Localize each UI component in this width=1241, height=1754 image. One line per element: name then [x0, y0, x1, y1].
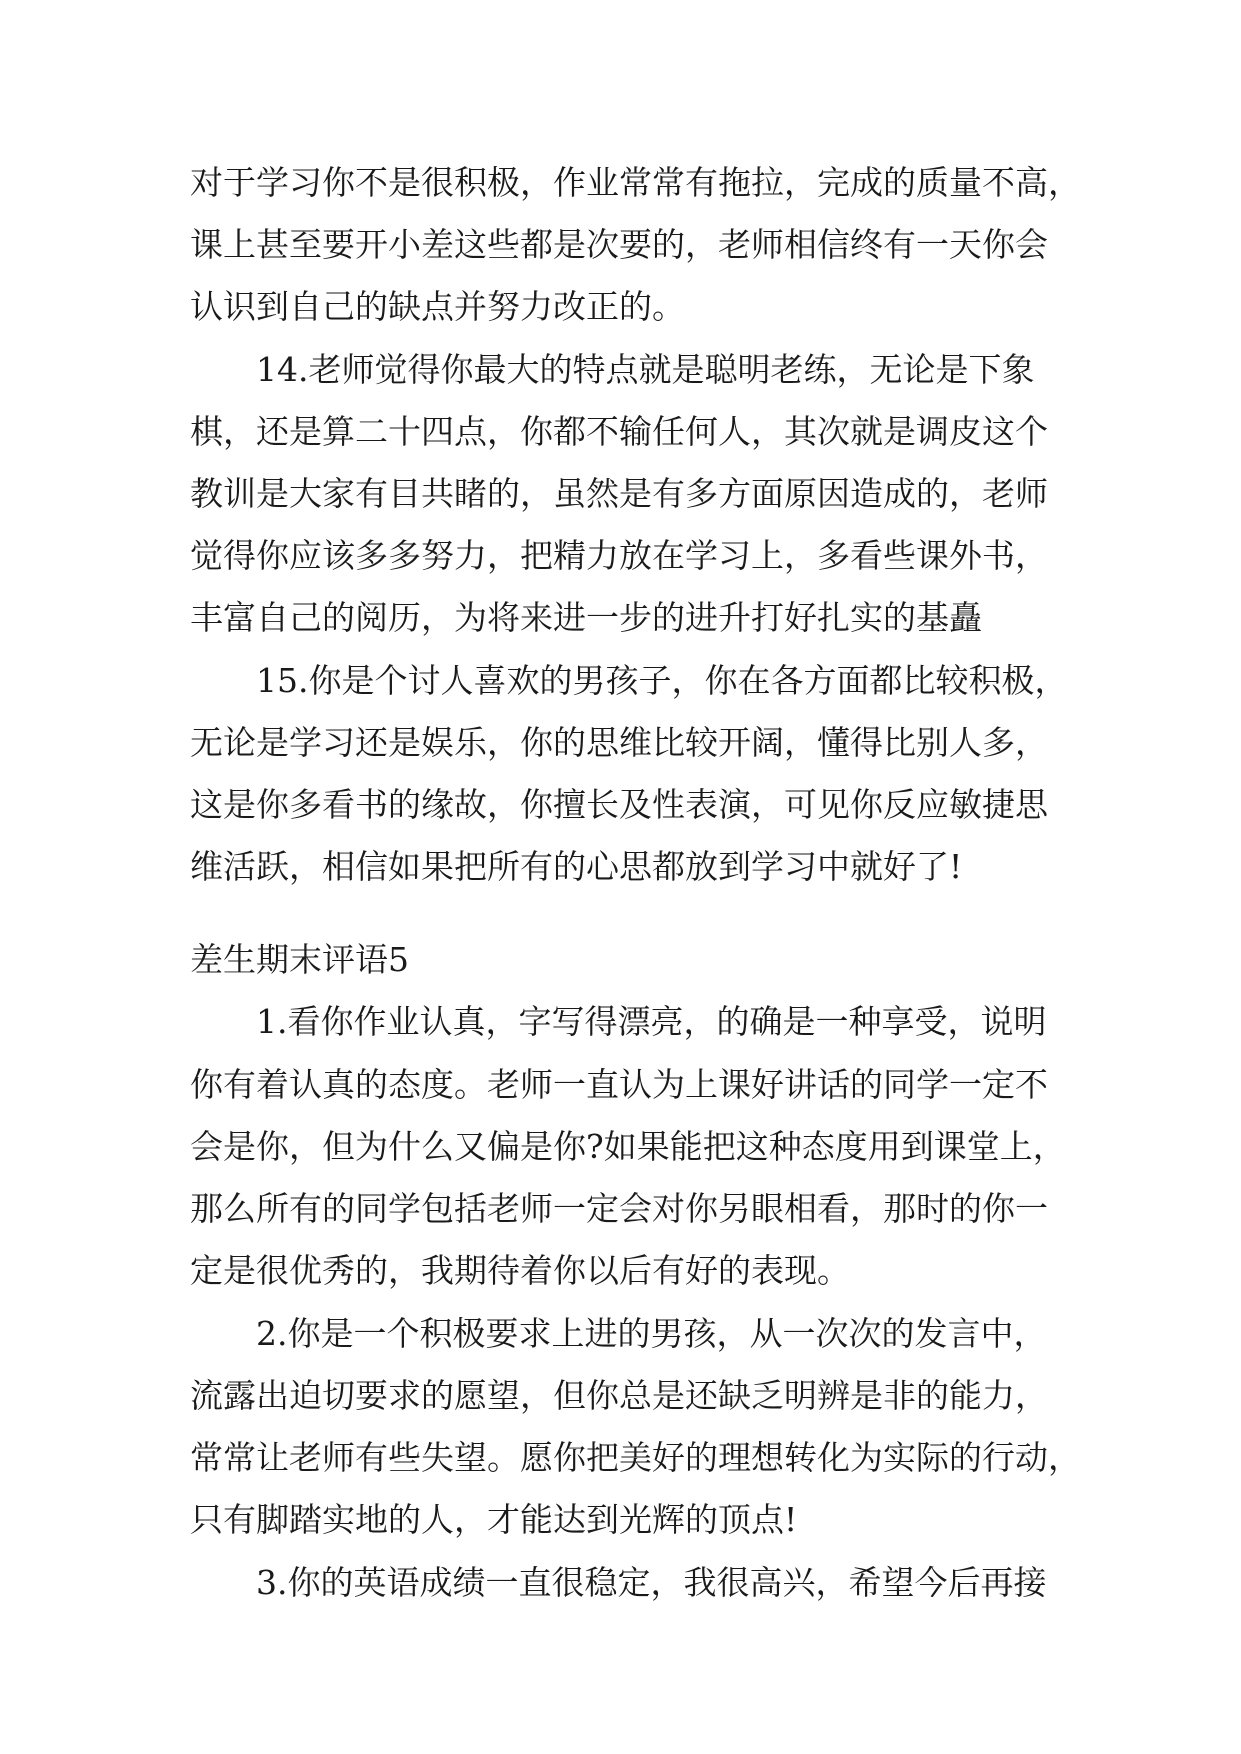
section-heading: 差生期末评语5 [190, 940, 409, 979]
text-line: 维活跃，相信如果把所有的心思都放到学习中就好了! [190, 847, 963, 886]
text-line: 这是你多看书的缘故，你擅长及性表演，可见你反应敏捷思 [190, 785, 1048, 824]
text-line: 那么所有的同学包括老师一定会对你另眼相看，那时的你一 [190, 1189, 1048, 1228]
text-line: 对于学习你不是很积极，作业常常有拖拉，完成的质量不高， [190, 163, 1081, 202]
text-line: 定是很优秀的，我期待着你以后有好的表现。 [190, 1251, 850, 1290]
text-line: 只有脚踏实地的人，才能达到光辉的顶点! [190, 1500, 798, 1539]
paragraph-3-start: 3.你的英语成绩一直很稳定，我很高兴，希望今后再接 [256, 1563, 1047, 1602]
text-line: 课上甚至要开小差这些都是次要的，老师相信终有一天你会 [190, 225, 1048, 264]
paragraph-1-start: 1.看你作业认真，字写得漂亮，的确是一种享受，说明 [256, 1002, 1047, 1041]
text-line: 认识到自己的缺点并努力改正的。 [190, 287, 685, 326]
paragraph-15-start: 15.你是个讨人喜欢的男孩子，你在各方面都比较积极， [256, 661, 1068, 700]
paragraph-14-start: 14.老师觉得你最大的特点就是聪明老练，无论是下象 [256, 350, 1035, 389]
text-line: 会是你，但为什么又偏是你?如果能把这种态度用到课堂上， [190, 1127, 1066, 1166]
text-line: 教训是大家有目共睹的，虽然是有多方面原因造成的，老师 [190, 474, 1048, 513]
paragraph-2-start: 2.你是一个积极要求上进的男孩，从一次次的发言中， [256, 1314, 1047, 1353]
text-line: 棋，还是算二十四点，你都不输任何人，其次就是调皮这个 [190, 412, 1048, 451]
text-line: 无论是学习还是娱乐，你的思维比较开阔，懂得比别人多， [190, 723, 1048, 762]
text-line: 你有着认真的态度。老师一直认为上课好讲话的同学一定不 [190, 1065, 1048, 1104]
text-line: 流露出迫切要求的愿望，但你总是还缺乏明辨是非的能力， [190, 1376, 1048, 1415]
text-line: 觉得你应该多多努力，把精力放在学习上，多看些课外书， [190, 536, 1048, 575]
text-line: 丰富自己的阅历，为将来进一步的进升打好扎实的基矗 [190, 598, 982, 637]
text-line: 常常让老师有些失望。愿你把美好的理想转化为实际的行动， [190, 1438, 1081, 1477]
